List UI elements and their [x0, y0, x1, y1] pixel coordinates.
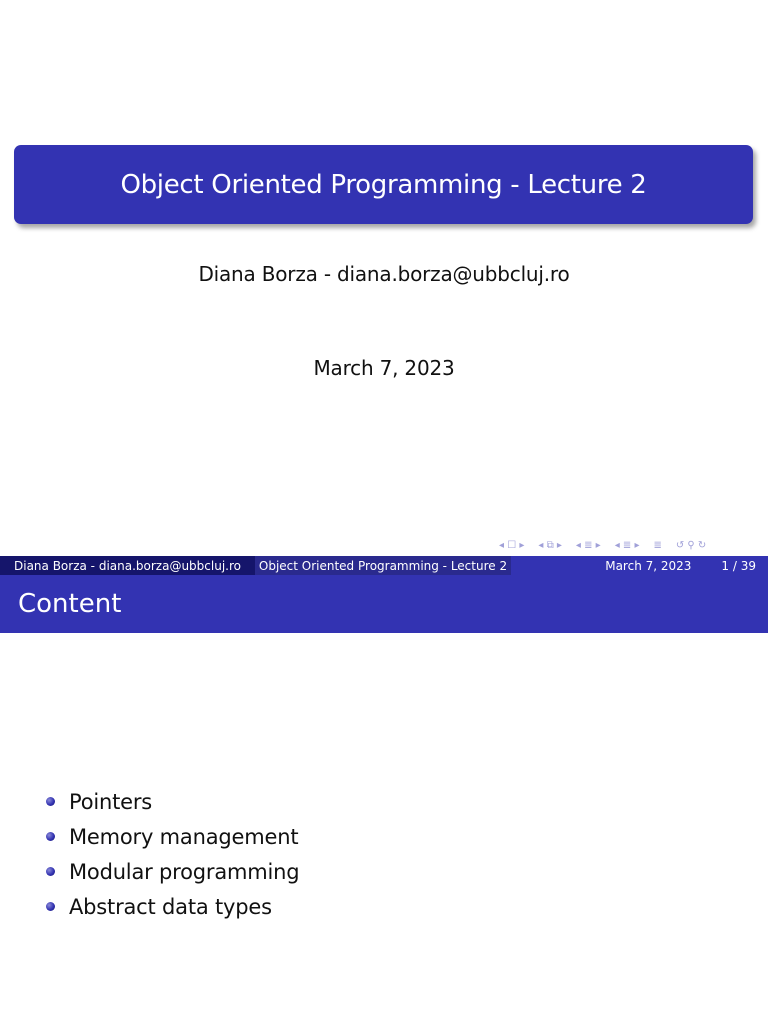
bullet-text: Memory management: [69, 824, 299, 849]
bullet-icon: [46, 832, 55, 841]
footline-date-page: [511, 556, 768, 575]
footline-date: March 7, 2023: [605, 558, 692, 573]
beamer-navigation-symbols: [497, 538, 708, 554]
nav-search-icon[interactable]: ↺ ⚲ ↻: [675, 540, 707, 551]
list-item: [46, 819, 299, 854]
list-item: [46, 854, 299, 889]
content-slide: [0, 556, 768, 1024]
frame-title: Content: [0, 575, 768, 633]
bullet-icon: [46, 902, 55, 911]
presentation-date: March 7, 2023: [313, 356, 455, 380]
nav-appendix-icon[interactable]: ≣: [653, 540, 662, 551]
nav-slide-icon[interactable]: ◂ ≣ ▸: [614, 540, 640, 551]
presentation-title: Object Oriented Programming - Lecture 2: [14, 145, 753, 224]
nav-frame-icon[interactable]: ◂ ☐ ▸: [499, 540, 525, 551]
nav-section-icon[interactable]: ◂ ≣ ▸: [575, 540, 601, 551]
nav-subsection-icon[interactable]: ◂ ⧉ ▸: [538, 540, 562, 551]
bullet-list: [46, 784, 299, 924]
footline-author: Diana Borza - diana.borza@ubbcluj.ro: [0, 556, 255, 575]
footline: [0, 556, 768, 575]
bullet-icon: [46, 797, 55, 806]
bullet-text: Abstract data types: [69, 894, 272, 919]
page-number: 1 / 39: [721, 558, 756, 573]
footline-title: Object Oriented Programming - Lecture 2: [255, 556, 511, 575]
author-line: Diana Borza - diana.borza@ubbcluj.ro: [198, 262, 570, 286]
bullet-text: Modular programming: [69, 859, 300, 884]
list-item: [46, 784, 299, 819]
bullet-icon: [46, 867, 55, 876]
list-item: [46, 889, 299, 924]
bullet-text: Pointers: [69, 789, 153, 814]
